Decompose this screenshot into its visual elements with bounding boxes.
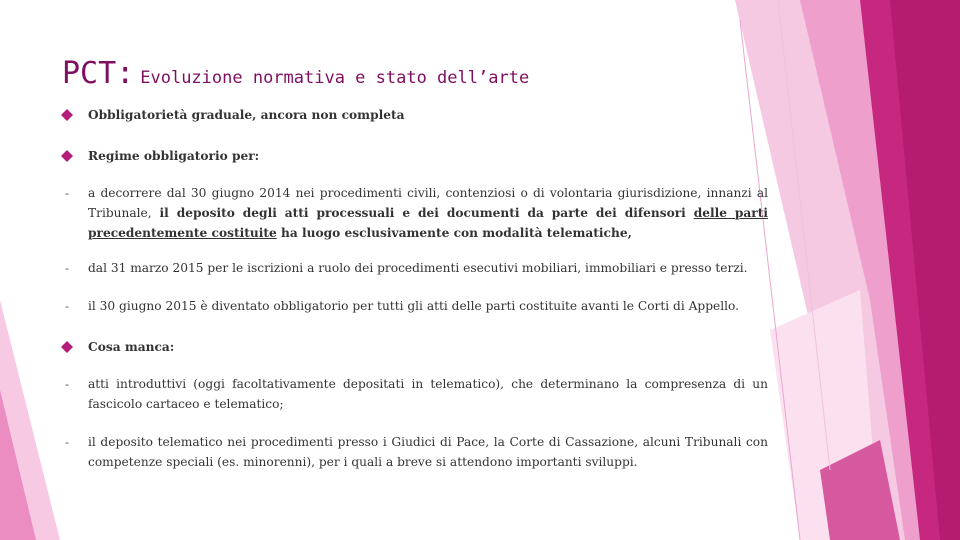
dash-bullet: - [65,435,69,449]
list-item [60,105,768,125]
page-title [62,56,529,91]
list-item [60,374,768,414]
item-text: atti introduttivi (oggi facoltativamente depositati in telematico), che determinano la compresenza di un fascicolo cartaceo e telematico; [88,377,768,411]
item-text: il deposito telematico nei procedimenti presso i Giudici di Pace, la Corte di Cassazione, alcuni Tribunali con competenze speciali (es. minorenni), per i quali a breve si attendono importanti sviluppi. [88,435,768,469]
title-sub: Evoluzione normativa e stato dell’arte [140,68,530,88]
item-text: dal 31 marzo 2015 per le iscrizioni a ruolo dei procedimenti esecutivi mobiliari, immobiliari e presso terzi. [88,261,748,275]
list-item [60,337,768,357]
title-main: PCT: [62,56,135,91]
diamond-bullet-icon [60,149,74,163]
list-item [60,296,768,316]
item-text: il 30 giugno 2015 è diventato obbligatorio per tutti gli atti delle parti costituite avanti le Corti di Appello. [88,299,740,313]
dash-bullet: - [65,186,69,200]
dash-bullet: - [65,377,69,391]
item-text-part1: a decorrere dal 30 giugno 2014 nei procedimenti civili, contenziosi o di volontaria giurisdizione, innanzi al Tribunale, [88,186,768,220]
diamond-bullet-icon [60,108,74,122]
item-text: Obbligatorietà graduale, ancora non completa [88,108,405,122]
list-item [60,183,768,243]
diamond-bullet-icon [60,340,74,354]
item-text: Cosa manca: [88,340,175,354]
item-text-bold: il deposito degli atti processuali e dei documenti da parte dei difensori [151,206,694,220]
item-text: Regime obbligatorio per: [88,149,260,163]
list-item [60,146,768,166]
list-item [60,258,768,278]
dash-bullet: - [65,299,69,313]
list-item [60,432,768,472]
item-text-underlined: delle parti precedentemente costituite [88,206,768,240]
dash-bullet: - [65,261,69,275]
item-text-bold-end: ha luogo esclusivamente con modalità telematiche, [276,226,632,240]
item-text [88,183,768,243]
